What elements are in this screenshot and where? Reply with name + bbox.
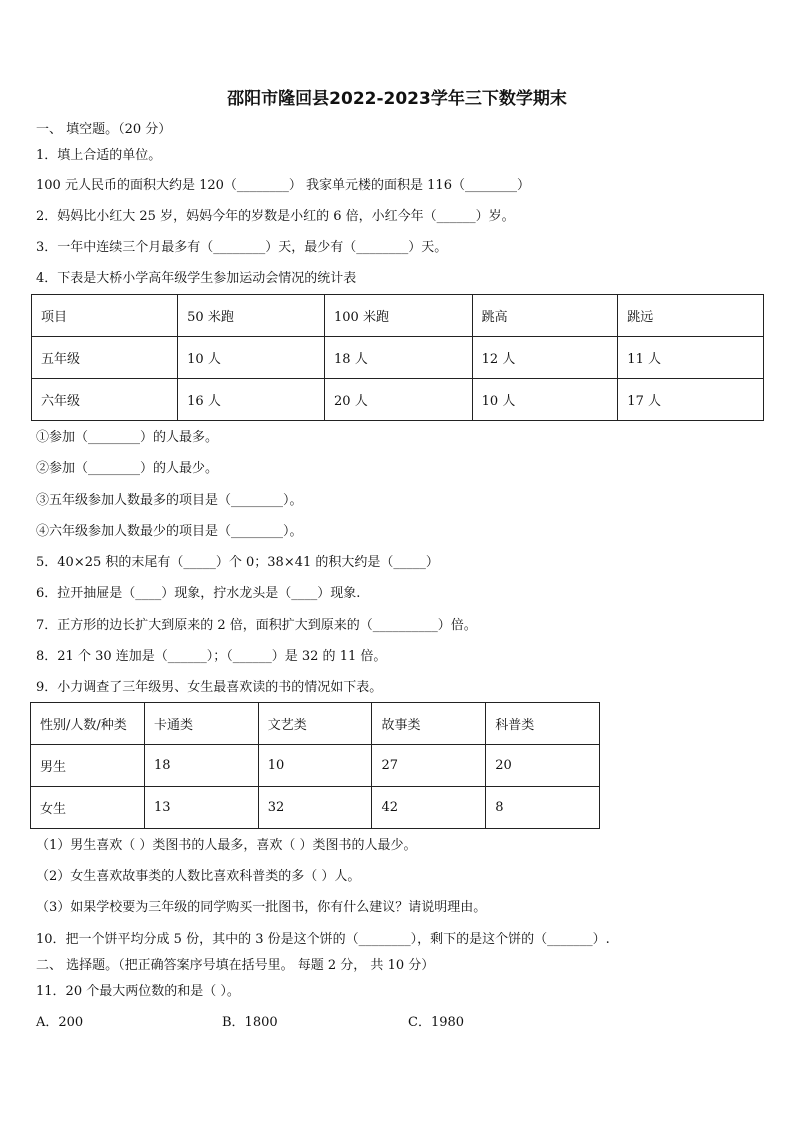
page-title: 邵阳市隆回县2022-2023学年三下数学期末 xyxy=(227,89,567,109)
table-header-cell: 文艺类 xyxy=(258,703,372,745)
question-8: 8．21 个 30 连加是（______）；（______）是 32 的 11 倍。 xyxy=(36,649,387,664)
table-cell: 13 xyxy=(144,787,258,829)
question-1-line: 100 元人民币的面积大约是 120（________） 我家单元楼的面积是 116（________） xyxy=(36,178,530,193)
table-cell: 20 xyxy=(486,745,600,787)
question-4-sub-4: ④六年级参加人数最少的项目是（________）。 xyxy=(36,524,303,539)
section-heading-choice: 二、 选择题。（把正确答案序号填在括号里。 每题 2 分， 共 10 分） xyxy=(36,958,435,973)
table-cell: 10 xyxy=(258,745,372,787)
question-2: 2．妈妈比小红大 25 岁，妈妈今年的岁数是小红的 6 倍，小红今年（______）岁。 xyxy=(36,209,515,224)
question-5: 5．40×25 积的末尾有（_____）个 0；38×41 的积大约是（_____） xyxy=(36,555,439,570)
section-heading-fill-blank: 一、 填空题。（20 分） xyxy=(36,122,172,137)
table-cell: 18 人 xyxy=(325,337,473,379)
table-cell: 五年级 xyxy=(32,337,178,379)
table-cell: 10 人 xyxy=(178,337,325,379)
question-4-sub-2: ②参加（________）的人最少。 xyxy=(36,461,219,476)
table-header-cell: 50 米跑 xyxy=(178,295,325,337)
table-cell: 男生 xyxy=(31,745,145,787)
question-1-stem: 1．填上合适的单位。 xyxy=(36,148,162,163)
question-10: 10．把一个饼平均分成 5 份，其中的 3 份是这个饼的（________），剩下的是这个饼的（_______）. xyxy=(36,932,610,947)
table-header-cell: 100 米跑 xyxy=(325,295,473,337)
table-cell: 女生 xyxy=(31,787,145,829)
table-row xyxy=(32,337,764,379)
table-row xyxy=(31,787,600,829)
table-header-cell: 跳远 xyxy=(618,295,764,337)
table-header-cell: 故事类 xyxy=(372,703,486,745)
question-4-sub-3: ③五年级参加人数最多的项目是（________）。 xyxy=(36,493,303,508)
question-6: 6．拉开抽屉是（____）现象，拧水龙头是（____）现象. xyxy=(36,586,361,601)
table-cell: 20 人 xyxy=(325,379,473,421)
table-cell: 10 人 xyxy=(472,379,618,421)
question-11-stem: 11．20 个最大两位数的和是（ ）。 xyxy=(36,984,240,999)
table-header-cell: 科普类 xyxy=(486,703,600,745)
table-cell: 8 xyxy=(486,787,600,829)
table-cell: 42 xyxy=(372,787,486,829)
table-header-cell: 卡通类 xyxy=(144,703,258,745)
table-row xyxy=(31,703,600,745)
table-cell: 32 xyxy=(258,787,372,829)
table-row xyxy=(32,379,764,421)
books-table xyxy=(30,702,600,829)
table-header-cell: 项目 xyxy=(32,295,178,337)
table-row xyxy=(31,745,600,787)
table-cell: 17 人 xyxy=(618,379,764,421)
option-b: B．1800 xyxy=(222,1015,278,1030)
question-7: 7．正方形的边长扩大到原来的 2 倍，面积扩大到原来的（__________）倍。 xyxy=(36,618,477,633)
question-9-sub-3: （3）如果学校要为三年级的同学购买一批图书，你有什么建议？请说明理由。 xyxy=(36,900,487,915)
table-cell: 16 人 xyxy=(178,379,325,421)
table-header-cell: 跳高 xyxy=(472,295,618,337)
table-cell: 11 人 xyxy=(618,337,764,379)
table-row xyxy=(32,295,764,337)
question-4-sub-1: ①参加（________）的人最多。 xyxy=(36,430,219,445)
table-cell: 18 xyxy=(144,745,258,787)
option-a: A．200 xyxy=(36,1015,84,1030)
question-9-stem: 9．小力调查了三年级男、女生最喜欢读的书的情况如下表。 xyxy=(36,680,383,695)
table-cell: 六年级 xyxy=(32,379,178,421)
question-3: 3．一年中连续三个月最多有（________）天，最少有（________）天。 xyxy=(36,240,448,255)
table-cell: 12 人 xyxy=(472,337,618,379)
question-9-sub-1: （1）男生喜欢（ ）类图书的人最多，喜欢（ ）类图书的人最少。 xyxy=(36,838,417,853)
table-cell: 27 xyxy=(372,745,486,787)
table-header-cell: 性别/人数/种类 xyxy=(31,703,145,745)
question-4-stem: 4．下表是大桥小学高年级学生参加运动会情况的统计表 xyxy=(36,271,357,286)
question-9-sub-2: （2）女生喜欢故事类的人数比喜欢科普类的多（ ）人。 xyxy=(36,869,361,884)
option-c: C．1980 xyxy=(408,1015,465,1030)
sports-table xyxy=(31,294,764,421)
